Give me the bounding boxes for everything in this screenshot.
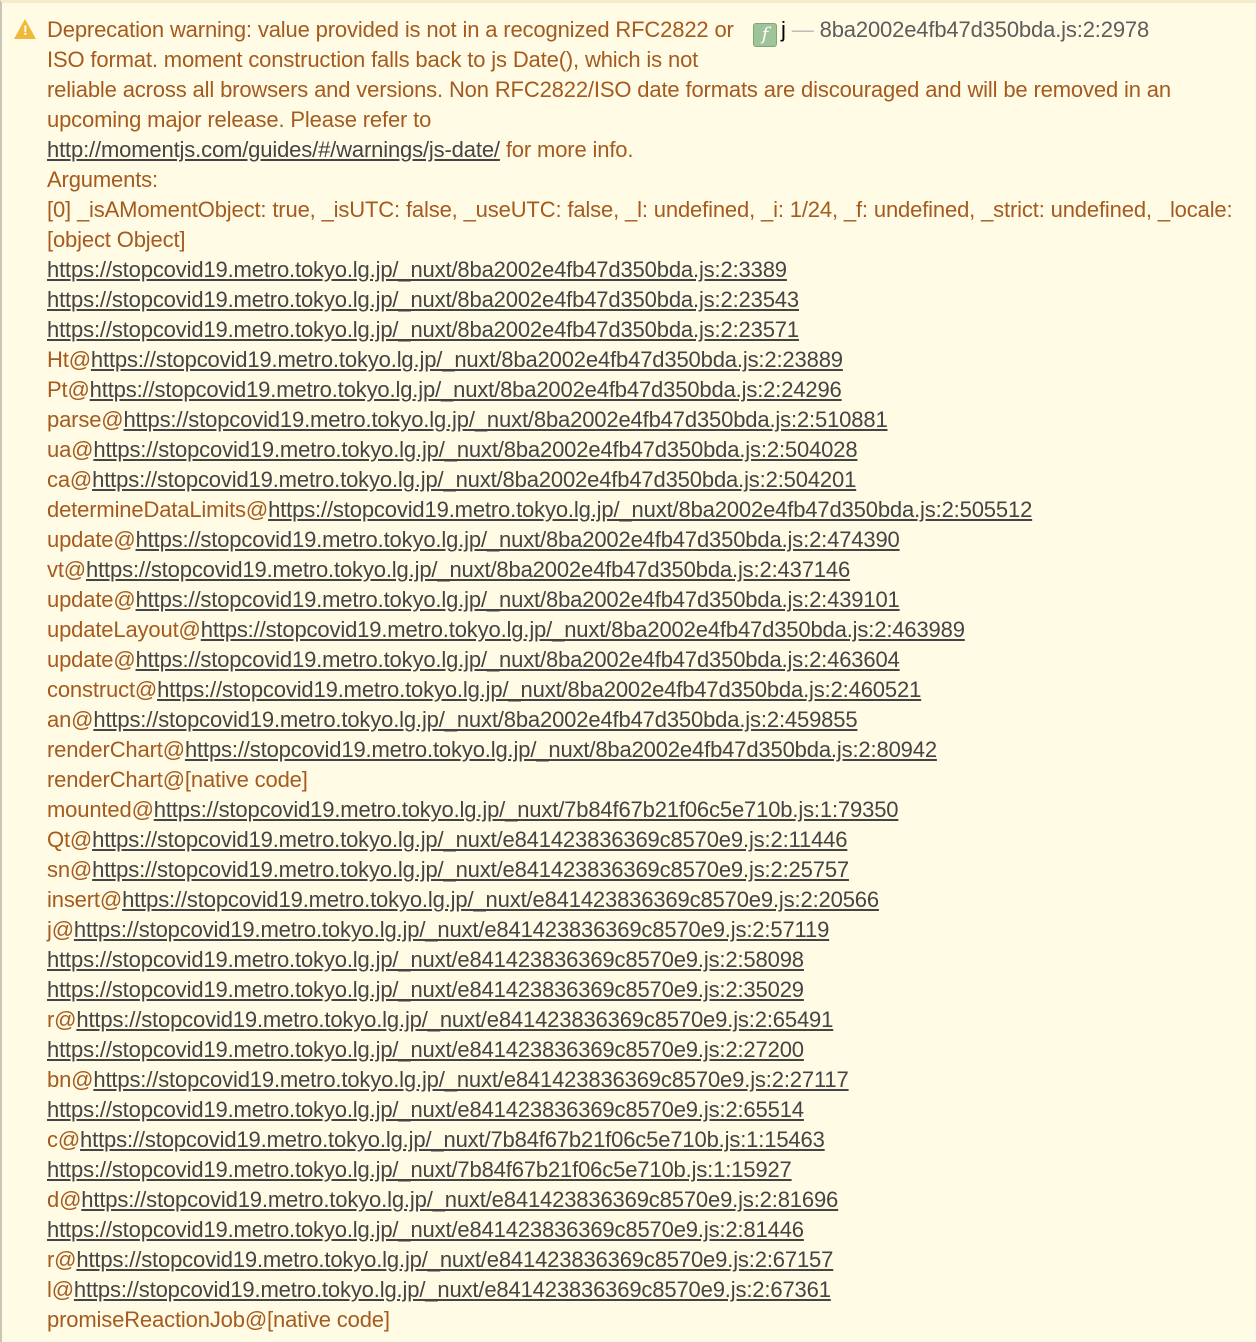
stack-frame-link[interactable]: https://stopcovid19.metro.tokyo.lg.jp/_nuxt/e841423836369c8570e9.js:2:67361 <box>73 1277 831 1302</box>
stack-frame-function: vt@ <box>47 557 86 582</box>
stack-frame-function: c@ <box>47 1127 81 1152</box>
separator-dash: — <box>791 17 814 42</box>
stack-frame-function: Pt@ <box>47 377 90 402</box>
stack-frame <box>47 615 1248 645</box>
stack-frame <box>47 555 1248 585</box>
stack-frame-link[interactable]: https://stopcovid19.metro.tokyo.lg.jp/_nuxt/e841423836369c8570e9.js:2:11446 <box>92 827 848 852</box>
stack-frame <box>47 885 1248 915</box>
stack-frame-link[interactable]: https://stopcovid19.metro.tokyo.lg.jp/_nuxt/e841423836369c8570e9.js:2:81696 <box>81 1187 839 1212</box>
stack-frame-link[interactable]: https://stopcovid19.metro.tokyo.lg.jp/_nuxt/e841423836369c8570e9.js:2:27117 <box>93 1067 849 1092</box>
stack-frame-link[interactable]: https://stopcovid19.metro.tokyo.lg.jp/_nuxt/e841423836369c8570e9.js:2:27200 <box>47 1037 804 1062</box>
moment-guide-link[interactable]: http://momentjs.com/guides/#/warnings/js-date/ <box>47 137 500 162</box>
stack-frame <box>47 435 1248 465</box>
stack-frame-link[interactable]: https://stopcovid19.metro.tokyo.lg.jp/_nuxt/e841423836369c8570e9.js:2:65491 <box>76 1007 834 1032</box>
stack-frame-link[interactable]: https://stopcovid19.metro.tokyo.lg.jp/_nuxt/e841423836369c8570e9.js:2:65514 <box>47 1097 804 1122</box>
stack-frame-function: construct@ <box>47 677 158 702</box>
stack-frame <box>47 585 1248 615</box>
stack-frame-link[interactable]: https://stopcovid19.metro.tokyo.lg.jp/_nuxt/8ba2002e4fb47d350bda.js:2:437146 <box>86 557 851 582</box>
stack-frame-link[interactable]: https://stopcovid19.metro.tokyo.lg.jp/_nuxt/e841423836369c8570e9.js:2:81446 <box>47 1217 804 1242</box>
stack-frame <box>47 375 1248 405</box>
stack-frame-link[interactable]: https://stopcovid19.metro.tokyo.lg.jp/_nuxt/8ba2002e4fb47d350bda.js:2:3389 <box>47 257 787 282</box>
function-icon: f <box>753 23 777 47</box>
stack-frame-function: r@ <box>47 1007 77 1032</box>
stack-frame-link[interactable]: https://stopcovid19.metro.tokyo.lg.jp/_nuxt/e841423836369c8570e9.js:2:25757 <box>92 857 849 882</box>
stack-frame <box>47 315 1248 345</box>
stack-frame-link[interactable]: https://stopcovid19.metro.tokyo.lg.jp/_nuxt/8ba2002e4fb47d350bda.js:2:460521 <box>157 677 922 702</box>
stack-frame-function: updateLayout@ <box>47 617 201 642</box>
stack-frame-link[interactable]: https://stopcovid19.metro.tokyo.lg.jp/_nuxt/7b84f67b21f06c5e710b.js:1:15927 <box>47 1157 792 1182</box>
stack-frame-function: update@ <box>47 527 136 552</box>
stack-frame <box>47 795 1248 825</box>
stack-frame <box>47 465 1248 495</box>
stack-frame <box>47 705 1248 735</box>
stack-frame-function: d@ <box>47 1187 82 1212</box>
stack-frame <box>47 1035 1248 1065</box>
stack-frame-function: ca@ <box>47 467 93 492</box>
stack-frame-function: bn@ <box>47 1067 94 1092</box>
stack-frame <box>47 645 1248 675</box>
stack-frame <box>47 945 1248 975</box>
stack-frame-function: Ht@ <box>47 347 91 372</box>
stack-frame <box>47 1275 1248 1305</box>
stack-frame <box>47 735 1248 765</box>
stack-frame-function: ua@ <box>47 437 94 462</box>
stack-frame-link[interactable]: https://stopcovid19.metro.tokyo.lg.jp/_nuxt/8ba2002e4fb47d350bda.js:2:23889 <box>90 347 843 372</box>
warning-suffix: for more info. <box>505 137 634 162</box>
stack-frame-function: j@ <box>47 917 74 942</box>
stack-frame-link[interactable]: https://stopcovid19.metro.tokyo.lg.jp/_nuxt/8ba2002e4fb47d350bda.js:2:504028 <box>93 437 858 462</box>
stack-frame-function: update@ <box>47 587 136 612</box>
stack-frame-function: renderChart@[native code] <box>47 767 308 792</box>
stack-frame-link[interactable]: https://stopcovid19.metro.tokyo.lg.jp/_nuxt/8ba2002e4fb47d350bda.js:2:24296 <box>89 377 842 402</box>
stack-frame <box>47 915 1248 945</box>
warning-triangle-icon: ! <box>14 19 36 39</box>
source-location-link[interactable]: 8ba2002e4fb47d350bda.js:2:2978 <box>819 17 1150 42</box>
stack-frame <box>47 1155 1248 1185</box>
stack-frame-function: insert@ <box>47 887 123 912</box>
stack-frame <box>47 855 1248 885</box>
stack-frame <box>47 1125 1248 1155</box>
stack-frame <box>47 1095 1248 1125</box>
stack-frame <box>47 975 1248 1005</box>
arguments-label: Arguments: <box>47 167 158 192</box>
stack-frame <box>47 675 1248 705</box>
stack-frame-function: update@ <box>47 647 136 672</box>
stack-frame-link[interactable]: https://stopcovid19.metro.tokyo.lg.jp/_nuxt/8ba2002e4fb47d350bda.js:2:463604 <box>135 647 900 672</box>
stack-frame-link[interactable]: https://stopcovid19.metro.tokyo.lg.jp/_nuxt/8ba2002e4fb47d350bda.js:2:80942 <box>184 737 937 762</box>
stack-frame <box>47 405 1248 435</box>
stack-frame-link[interactable]: https://stopcovid19.metro.tokyo.lg.jp/_nuxt/8ba2002e4fb47d350bda.js:2:23543 <box>47 287 799 312</box>
stack-frame <box>47 285 1248 315</box>
stack-frame-function: r@ <box>47 1247 77 1272</box>
stack-frame-function: determineDataLimits@ <box>47 497 269 522</box>
stack-frame-link[interactable]: https://stopcovid19.metro.tokyo.lg.jp/_nuxt/8ba2002e4fb47d350bda.js:2:463989 <box>200 617 965 642</box>
stack-frame <box>47 1245 1248 1275</box>
stack-frame <box>47 255 1248 285</box>
stack-frame <box>47 1005 1248 1035</box>
stack-frame-function: parse@ <box>47 407 124 432</box>
stack-frame <box>47 525 1248 555</box>
stack-frame-function: mounted@ <box>47 797 154 822</box>
warning-text: Deprecation warning: value provided is not in a recognized RFC2822 or ISO format. moment construction falls back to js Date(), which is not reliable across all browsers and versions. Non RFC2822/ISO date formats are discouraged and will be removed in an upcoming major release. Please refer to <box>47 17 1171 132</box>
stack-frame-link[interactable]: https://stopcovid19.metro.tokyo.lg.jp/_nuxt/8ba2002e4fb47d350bda.js:2:505512 <box>268 497 1033 522</box>
stack-frame-link[interactable]: https://stopcovid19.metro.tokyo.lg.jp/_nuxt/8ba2002e4fb47d350bda.js:2:510881 <box>123 407 888 432</box>
stack-frame-link[interactable]: https://stopcovid19.metro.tokyo.lg.jp/_nuxt/e841423836369c8570e9.js:2:57119 <box>73 917 830 942</box>
stack-frame-function: l@ <box>47 1277 74 1302</box>
stack-frame <box>47 345 1248 375</box>
stack-frame-link[interactable]: https://stopcovid19.metro.tokyo.lg.jp/_nuxt/8ba2002e4fb47d350bda.js:2:474390 <box>135 527 900 552</box>
stack-frame-link[interactable]: https://stopcovid19.metro.tokyo.lg.jp/_nuxt/8ba2002e4fb47d350bda.js:2:504201 <box>92 467 857 492</box>
stack-frame <box>47 495 1248 525</box>
source-function-name: j <box>781 17 786 42</box>
stack-frame <box>47 1305 1248 1335</box>
stack-frame-link[interactable]: https://stopcovid19.metro.tokyo.lg.jp/_nuxt/8ba2002e4fb47d350bda.js:2:439101 <box>135 587 900 612</box>
stack-frame-link[interactable]: https://stopcovid19.metro.tokyo.lg.jp/_nuxt/e841423836369c8570e9.js:2:58098 <box>47 947 804 972</box>
stack-frame-link[interactable]: https://stopcovid19.metro.tokyo.lg.jp/_nuxt/8ba2002e4fb47d350bda.js:2:459855 <box>93 707 858 732</box>
stack-frame <box>47 765 1248 795</box>
stack-trace <box>47 255 1248 1335</box>
message-source[interactable] <box>753 15 1233 75</box>
stack-frame <box>47 1065 1248 1095</box>
stack-frame-function: promiseReactionJob@[native code] <box>47 1307 390 1332</box>
stack-frame-link[interactable]: https://stopcovid19.metro.tokyo.lg.jp/_nuxt/7b84f67b21f06c5e710b.js:1:15463 <box>80 1127 825 1152</box>
stack-frame-function: sn@ <box>47 857 93 882</box>
arguments-value: [0] _isAMomentObject: true, _isUTC: false, _useUTC: false, _l: undefined, _i: 1/24, _f: undefined, _strict: undefined, _locale: [object Object] <box>47 197 1233 252</box>
stack-frame-link[interactable]: https://stopcovid19.metro.tokyo.lg.jp/_nuxt/8ba2002e4fb47d350bda.js:2:23571 <box>47 317 799 342</box>
stack-frame-function: renderChart@ <box>47 737 185 762</box>
stack-frame-link[interactable]: https://stopcovid19.metro.tokyo.lg.jp/_nuxt/e841423836369c8570e9.js:2:20566 <box>122 887 879 912</box>
stack-frame-function: Qt@ <box>47 827 93 852</box>
stack-frame-link[interactable]: https://stopcovid19.metro.tokyo.lg.jp/_nuxt/e841423836369c8570e9.js:2:67157 <box>76 1247 834 1272</box>
stack-frame-function: an@ <box>47 707 94 732</box>
stack-frame <box>47 1215 1248 1245</box>
stack-frame <box>47 825 1248 855</box>
stack-frame-link[interactable]: https://stopcovid19.metro.tokyo.lg.jp/_nuxt/e841423836369c8570e9.js:2:35029 <box>47 977 804 1002</box>
stack-frame-link[interactable]: https://stopcovid19.metro.tokyo.lg.jp/_nuxt/7b84f67b21f06c5e710b.js:1:79350 <box>153 797 899 822</box>
stack-frame <box>47 1185 1248 1215</box>
